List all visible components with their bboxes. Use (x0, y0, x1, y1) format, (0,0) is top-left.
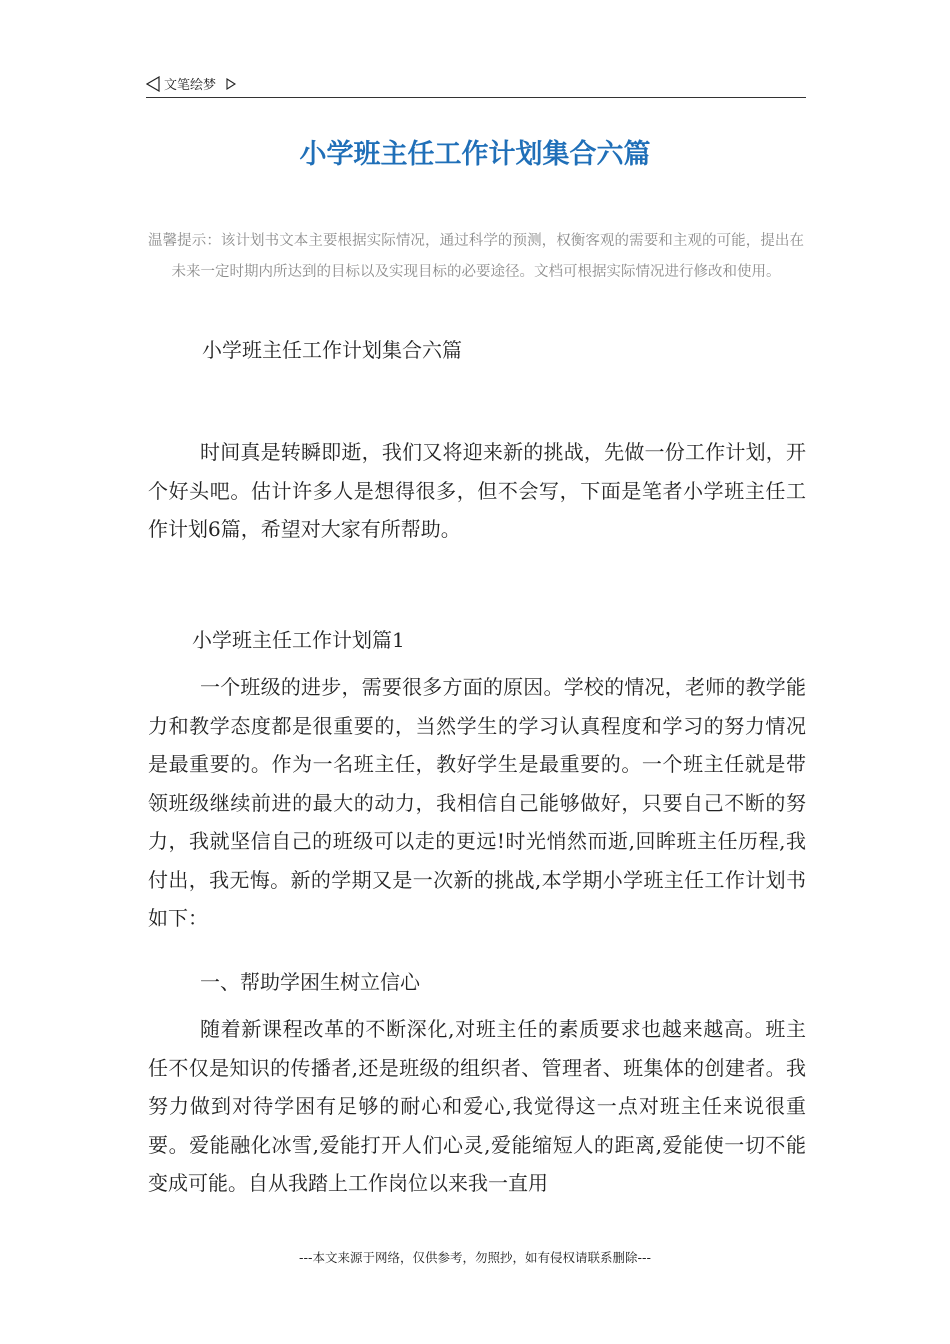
document-subtitle: 小学班主任工作计划集合六篇 (202, 338, 462, 362)
left-triangle-icon (146, 76, 160, 92)
page-header (146, 74, 236, 93)
intro-paragraph: 时间真是转瞬即逝，我们又将迎来新的挑战，先做一份工作计划，开个好头吧。估计许多人是想得很多，但不会写，下面是笔者小学班主任工作计划6篇，希望对大家有所帮助。 (148, 440, 806, 541)
document-title: 小学班主任工作计划集合六篇 (299, 139, 651, 170)
section-heading: 一、帮助学困生树立信心 (200, 970, 420, 994)
page-footer: ---本文来源于网络，仅供参考，勿照抄，如有侵权请联系删除--- (298, 1250, 652, 1265)
section-title: 小学班主任工作计划篇1 (192, 628, 405, 652)
header-divider (146, 97, 806, 98)
right-triangle-icon (226, 78, 236, 90)
tip-note: 温馨提示：该计划书文本主要根据实际情况，通过科学的预测，权衡客观的需要和主观的可能，提出在未来一定时期内所达到的目标以及实现目标的必要途径。文档可根据实际情况进行修改和使用。 (148, 233, 804, 280)
body-paragraph-2: 随着新课程改革的不断深化,对班主任的素质要求也越来越高。班主任不仅是知识的传播者,还是班级的组织者、管理者、班集体的创建者。我努力做到对待学困有足够的耐心和爱心,我觉得这一点对班主任来说很重要。爱能融化冰雪,爱能打开人们心灵,爱能缩短人的距离,爱能使一切不能变成可能。自从我踏上工作岗位以来我一直用 (148, 1017, 806, 1195)
header-brand: 文笔绘梦 (164, 78, 217, 93)
body-paragraph-1: 一个班级的进步，需要很多方面的原因。学校的情况，老师的教学能力和教学态度都是很重要的，当然学生的学习认真程度和学习的努力情况是最重要的。作为一名班主任，教好学生是最重要的。一个班主任就是带领班级继续前进的最大的动力，我相信自己能够做好，只要自己不断的努力，我就坚信自己的班级可以走的更远!时光悄然而逝,回眸班主任历程,我付出，我无悔。新的学期又是一次新的挑战,本学期小学班主任工作计划书如下： (148, 675, 806, 930)
